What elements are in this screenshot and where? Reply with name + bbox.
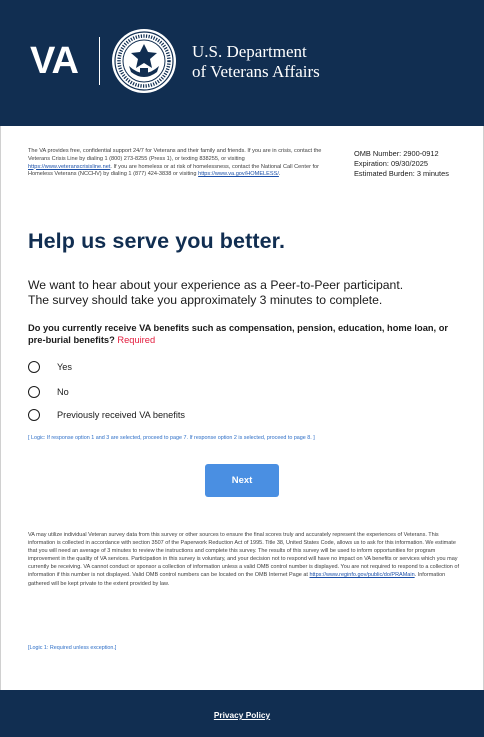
veterans-crisis-line-link[interactable]: https://www.veteranscrisisline.net — [28, 163, 111, 170]
option-no-label: No — [57, 387, 69, 397]
department-name-line2: of Veterans Affairs — [192, 62, 320, 81]
option-previously-label: Previously received VA benefits — [57, 410, 186, 420]
omb-burden: Estimated Burden: 3 minutes — [354, 169, 449, 178]
required-label: Required — [117, 335, 156, 345]
omb-expiration: Expiration: 09/30/2025 — [354, 159, 428, 168]
department-name — [192, 42, 320, 82]
benefits-question — [28, 322, 458, 346]
privacy-policy-link[interactable]: Privacy Policy — [213, 710, 271, 720]
next-button[interactable]: Next — [205, 464, 279, 497]
omb-number: OMB Number: 2900-0912 — [354, 149, 439, 158]
crisis-notice — [28, 148, 328, 179]
radio-no[interactable] — [28, 386, 40, 398]
benefits-question-text: Do you currently receive VA benefits such as compensation, pension, education, home loan, or pre-burial benefits? — [28, 323, 449, 345]
department-name-line1: U.S. Department — [192, 42, 307, 61]
page-title: Help us serve you better. — [28, 229, 286, 253]
option-yes-label: Yes — [57, 362, 72, 372]
survey-intro — [28, 278, 468, 307]
option-previously[interactable] — [28, 409, 185, 421]
crisis-notice-text-2: . If you are homeless or at risk of homelessness, contact the National Call Center for Homeless Veterans (NCCHV) by dialing 1 (877) 424-3838 or visiting — [28, 163, 320, 178]
homeless-link[interactable]: https://www.va.gov/HOMELESS/ — [198, 171, 279, 178]
logic-note: [ Logic: If response option 1 and 3 are selected, proceed to page 7. If response option 2 is selected, proceed to page 8. ] — [28, 435, 315, 441]
crisis-notice-text-1: The VA provides free, confidential support 24/7 for Veterans and their family and friends. If you are in crisis, contact the Veterans Crisis Line by dialing 1 (800) 273-8255 (Press 1), or texting 838255, or visiting — [28, 148, 322, 162]
radio-yes[interactable] — [28, 361, 40, 373]
site-footer — [0, 690, 484, 737]
header-divider — [99, 37, 100, 85]
disclaimer-text-2: . Information gathered will be kept private to the extent provided by law. — [28, 572, 446, 587]
option-no[interactable] — [28, 386, 69, 398]
site-header — [0, 0, 484, 126]
va-logo: VA — [30, 40, 78, 82]
crisis-notice-text-3: . — [278, 171, 281, 178]
survey-intro-line1: We want to hear about your experience as a Peer-to-Peer participant. — [28, 278, 404, 292]
survey-intro-line2: The survey should take you approximately 3 minutes to complete. — [28, 292, 383, 307]
paperwork-disclaimer — [28, 531, 460, 588]
va-seal-icon — [111, 28, 177, 94]
omb-info — [354, 149, 449, 179]
disclaimer-text-1: VA may utilize individual Veteran survey data from this survey or other sources to ensure the final scores truly and accurately represent the experiences of Veterans. This information is collected in accordance with section 3507 of the Paperwork Reduction Act of 1995. Title 38, United States Code, allows us to ask for this information. We estimate that you will need an average of 3 minutes to review the instructions and complete this survey. The results of this survey will be used to inform opportunities for program improvement in the quality of VA services. Participation in this survey is voluntary, and your decision not to respond will have no impact on VA benefits or services which you may currently be receiving. VA cannot conduct or sponsor a collection of information unless a valid OMB control number is displayed. You are not required to respond to a collection of information if this number is not displayed. Valid OMB control numbers can be located on the OMB Internet Page at — [28, 532, 459, 579]
omb-reginfo-link[interactable]: https://www.reginfo.gov/public/do/PRAMain — [309, 572, 415, 579]
radio-previously[interactable] — [28, 409, 40, 421]
logic-note-required: [Logic 1: Required unless exception.] — [28, 645, 117, 651]
option-yes[interactable] — [28, 361, 72, 373]
